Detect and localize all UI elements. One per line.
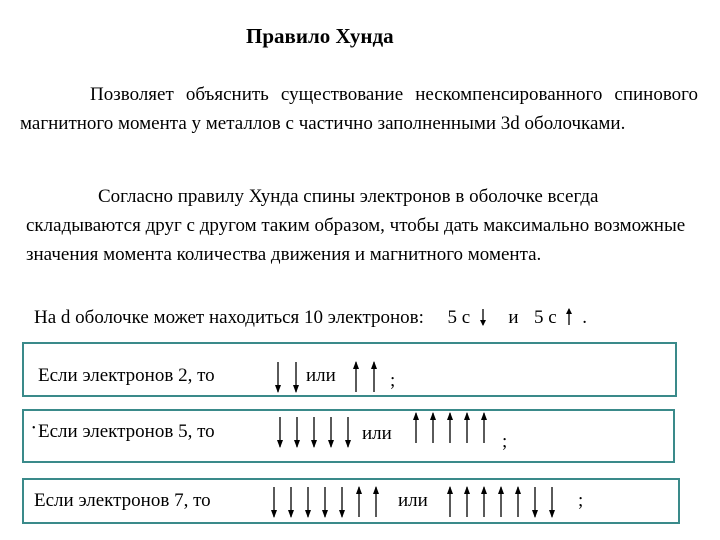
spin-down-arrow-icon (311, 417, 317, 448)
box-label: Если электронов 5, то (38, 421, 215, 442)
spin-down-arrow-icon (549, 487, 555, 518)
spin-arrows-left (274, 415, 364, 451)
box-label: Если электронов 2, то (38, 365, 215, 386)
d-shell-part1: 5 с (447, 307, 471, 328)
box-end: ; (390, 370, 396, 391)
spin-up-arrow-icon (481, 412, 487, 443)
spin-arrows-right (410, 411, 500, 447)
spin-down-arrow-icon (293, 362, 299, 393)
box-end: ; (578, 490, 584, 511)
spin-up-arrow-icon (356, 486, 362, 517)
spin-down-arrow-icon (305, 487, 311, 518)
spin-up-arrow-icon (464, 486, 470, 517)
d-shell-conj: и (508, 307, 519, 328)
spin-down-arrow-icon (339, 487, 345, 518)
page-title: Правило Хунда (246, 24, 394, 48)
box-or: или (306, 365, 336, 386)
d-shell-line (34, 307, 587, 329)
spin-down-arrow-icon (345, 417, 351, 448)
box-or: или (398, 490, 428, 511)
box-label: Если электронов 7, то (34, 490, 211, 511)
spin-down-arrow-icon (328, 417, 334, 448)
spin-up-arrow-icon (561, 307, 577, 327)
spin-down-arrow-icon (532, 487, 538, 518)
spin-up-arrow-icon (371, 361, 377, 392)
spin-up-arrow-icon (373, 486, 379, 517)
spin-down-arrow-icon (475, 307, 491, 327)
spin-down-arrow-icon (322, 487, 328, 518)
spin-up-arrow-icon (515, 486, 521, 517)
spin-up-arrow-icon (464, 412, 470, 443)
spin-down-arrow-icon (288, 487, 294, 518)
spin-arrows-right (350, 360, 390, 396)
spin-up-arrow-icon (481, 486, 487, 517)
example-box-5-electrons (22, 409, 675, 463)
spin-down-arrow-icon (275, 362, 281, 393)
paragraph-intro: Позволяет объяснить существование нескомпенсированного спинового магнитного момента у металлов с частично заполненными 3d оболочками. (20, 84, 698, 134)
box-end: ; (502, 431, 508, 452)
spin-up-arrow-icon (353, 361, 359, 392)
box-or: или (362, 423, 392, 444)
bullet: • (32, 423, 36, 434)
spin-arrows-left (268, 485, 394, 521)
spin-up-arrow-icon (498, 486, 504, 517)
example-box-7-electrons (22, 478, 680, 524)
spin-up-arrow-icon (447, 412, 453, 443)
spin-down-arrow-icon (294, 417, 300, 448)
spin-up-arrow-icon (430, 412, 436, 443)
spin-down-arrow-icon (271, 487, 277, 518)
paragraph-hund-rule: Согласно правилу Хунда спины электронов в оболочке всегда складываются друг с другом таким образом, чтобы дать максимально возможные значения момента количества движения и магнитного момента. (26, 186, 686, 265)
example-box-2-electrons (22, 342, 677, 397)
spin-down-arrow-icon (277, 417, 283, 448)
d-shell-end: . (582, 307, 587, 328)
d-shell-part2: 5 с (534, 307, 557, 328)
spin-up-arrow-icon (413, 412, 419, 443)
d-shell-text: На d оболочке может находиться 10 электронов: (34, 307, 424, 328)
spin-up-arrow-icon (447, 486, 453, 517)
spin-arrows-right (444, 485, 570, 521)
